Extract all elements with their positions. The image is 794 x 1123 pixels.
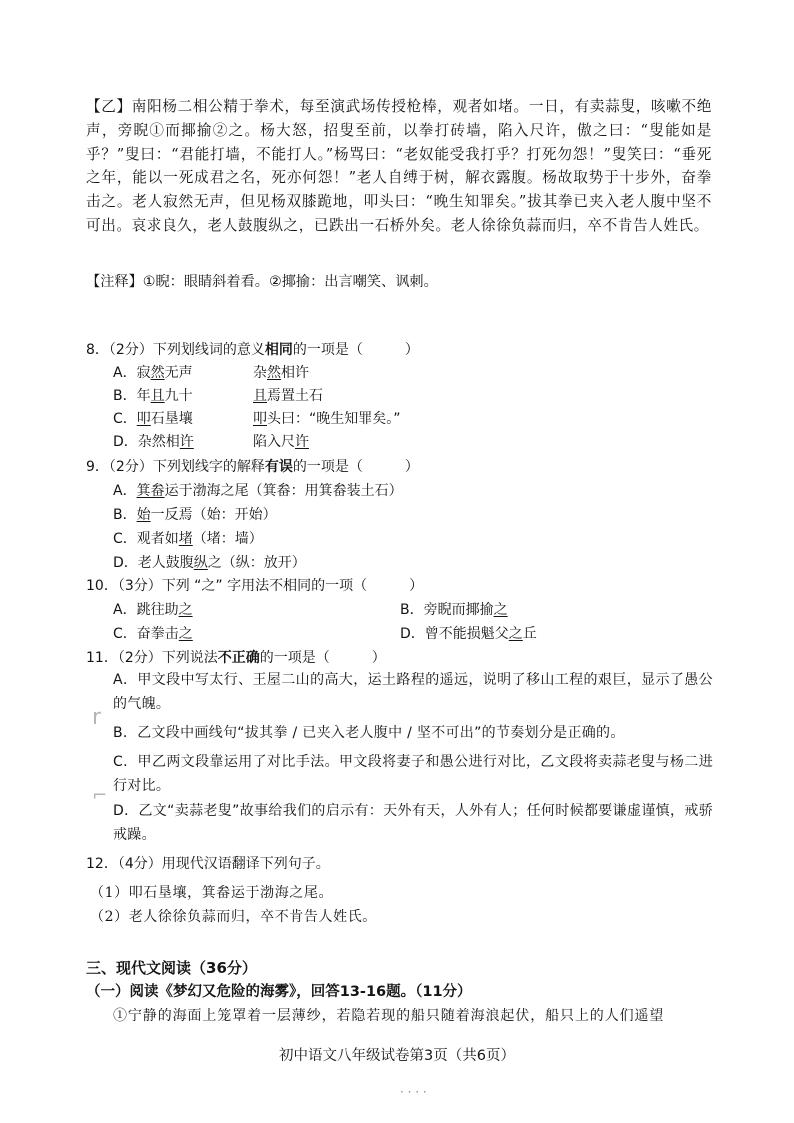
passage-yi <box>86 95 712 238</box>
question-12-stem: 12．（4分）用现代汉语翻译下列句子。 <box>86 856 330 872</box>
q9-option-c[interactable]: C．观者如堵（堵：墙） <box>113 531 263 547</box>
q11-option-c[interactable]: C．甲乙两文段靠运用了对比手法。甲文段将妻子和愚公进行对比，乙文段将卖蒜老叟与杨二进行对比。 <box>113 754 713 794</box>
q8-stem-pre: 8．（2分）下列划线词的意义 <box>86 342 265 358</box>
passage-text: 【乙】南阳杨二相公精于拳术，每至演武场传授枪棒，观者如堵。一日，有卖蒜叟，咳嗽不绝声，旁睨①而揶揄②之。杨大怒，招叟至前，以拳打砖墙，陷入尺许，傲之曰：“叟能如是乎？”叟曰：“君能打墙，不能打人。”杨骂曰：“老奴能受我打乎？打死勿怨！”叟笑曰：“垂死之年，能以一死成君之名，死亦何怨！”老人自缚于树，解衣露腹。杨故取势于十步外，奋拳击之。老人寂然无声，但见杨双膝跪地，叩头曰：“晚生知罪矣。”拔其拳已夹入老人腹中坚不可出。哀求良久，老人鼓腹纵之，已跌出一石桥外矣。老人徐徐负蒜而归，卒不肯告人姓氏。 <box>86 98 712 234</box>
page-footer: 初中语文八年级试卷第3页（共6页） <box>279 1048 515 1064</box>
q11-option-d[interactable]: D．乙文“卖蒜老叟”故事给我们的启示有：天外有天，人外有人；任何时候都要谦虚谨慎，戒骄戒躁。 <box>113 803 713 843</box>
question-10-stem: 10．（3分）下列 “之” 字用法不相同的一项（ ） <box>86 578 424 594</box>
scan-smudge: ⌐ <box>92 785 108 806</box>
q9-option-d[interactable]: D．老人鼓腹纵之（纵：放开） <box>113 555 306 571</box>
q9-option-a[interactable]: A．箕畚运于渤海之尾（箕畚：用箕畚装土石） <box>113 483 403 499</box>
q11-option-a[interactable]: A．甲文段中写太行、王屋二山的高大，运土路程的遥远，说明了移山工程的艰巨，显示了愚公的气魄。 <box>113 672 713 712</box>
question-8-stem <box>86 339 419 359</box>
q12-item-2: （2）老人徐徐负蒜而归，卒不肯告人姓氏。 <box>90 909 377 925</box>
scan-smudge: r <box>92 705 102 730</box>
q8-stem-bold: 相同 <box>264 342 293 358</box>
q8-stem-post: 的一项是（ ） <box>292 342 419 358</box>
q10-option-a[interactable]: A．跳往助之 <box>113 602 193 618</box>
scan-smudge: · · · · <box>400 1085 427 1099</box>
q10-option-d[interactable]: D．曾不能损魁父之丘 <box>400 626 537 642</box>
question-11-stem: 11．（2分）下列说法不正确的一项是（ ） <box>86 650 386 666</box>
article-first-line: ①宁静的海面上笼罩着一层薄纱，若隐若现的船只随着海浪起伏，船只上的人们遥望 <box>113 1008 665 1024</box>
q10-option-b[interactable]: B．旁睨而揶揄之 <box>400 602 508 618</box>
q10-option-c[interactable]: C．奋拳击之 <box>113 626 193 642</box>
q9-option-b[interactable]: B．始一反焉（始：开始） <box>113 507 277 523</box>
question-9-stem: 9．（2分）下列划线字的解释有误的一项是（ ） <box>86 459 419 475</box>
section-title: 三、现代文阅读（36分） <box>86 959 257 977</box>
section-subtitle: （一）阅读《梦幻又危险的海雾》，回答13-16题。（11分） <box>86 984 472 1000</box>
q12-item-1: （1）叩石垦壤，箕畚运于渤海之尾。 <box>90 885 334 901</box>
q11-option-b[interactable]: B．乙文段中画线句“拔其拳 / 已夹入老人腹中 / 坚不可出”的节奏划分是正确的。 <box>113 725 625 741</box>
passage-note: 【注释】①睨：眼睛斜着看。②揶揄：出言嘲笑、讽刺。 <box>86 274 438 290</box>
